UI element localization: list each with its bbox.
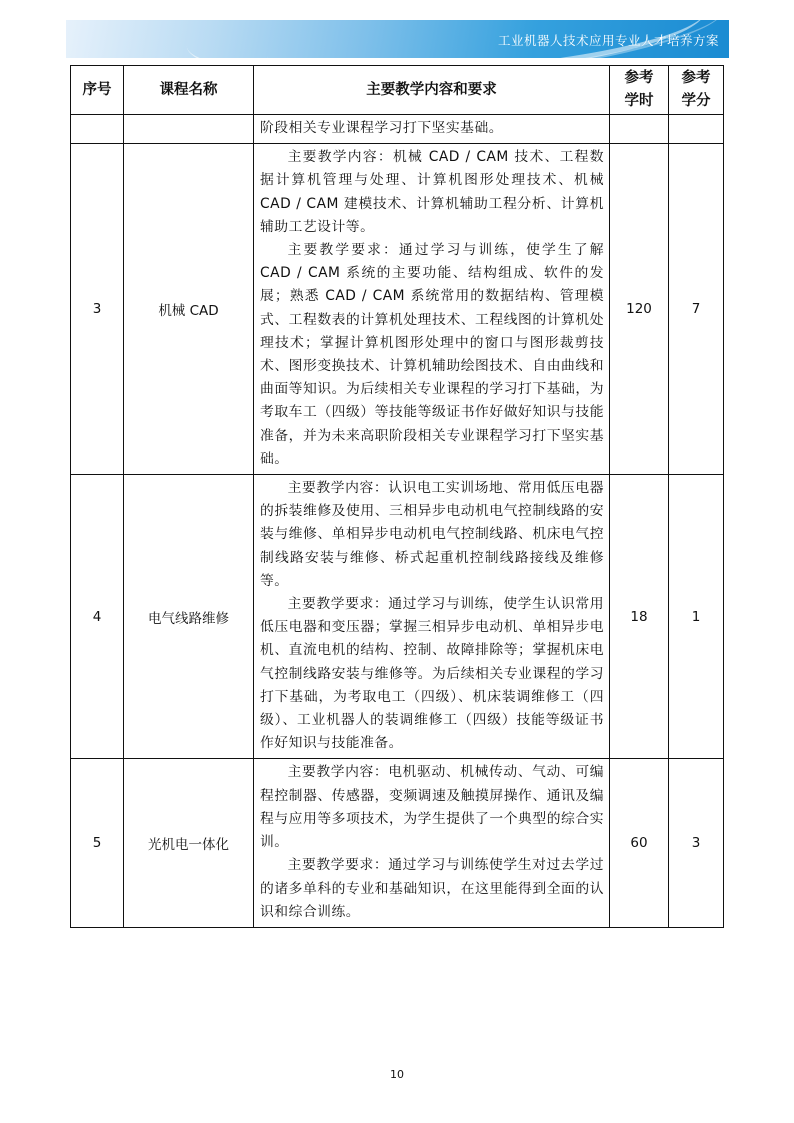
course-hours-cell: 120	[610, 144, 669, 475]
course-index-cell	[71, 115, 124, 144]
course-hours-cell: 18	[610, 475, 669, 759]
course-name-cell	[124, 115, 254, 144]
content-paragraph: 阶段相关专业课程学习打下坚实基础。	[260, 120, 504, 136]
course-table	[70, 65, 724, 928]
course-index-cell: 3	[71, 144, 124, 475]
column-header-index: 序号	[71, 66, 124, 115]
course-content-cell	[254, 144, 610, 475]
document-title: 工业机器人技术应用专业人才培养方案	[497, 33, 719, 48]
content-paragraph: 主要教学要求：通过学习与训练使学生对过去学过的诸多单科的专业和基础知识，在这里能得到全面的认识和综合训练。	[260, 857, 604, 920]
table-row	[71, 115, 724, 144]
table-row	[71, 144, 724, 475]
course-name-cell: 电气线路维修	[124, 475, 254, 759]
course-name-cell: 机械 CAD	[124, 144, 254, 475]
table-header-row	[71, 66, 724, 115]
course-index-cell: 4	[71, 475, 124, 759]
course-hours-cell: 60	[610, 759, 669, 927]
course-credits-cell: 3	[669, 759, 724, 927]
course-credits-cell: 7	[669, 144, 724, 475]
table-row	[71, 475, 724, 759]
content-paragraph: 主要教学内容：认识电工实训场地、常用低压电器的拆装维修及使用、三相异步电动机电气控制线路的安装与维修、单相异步电动机电气控制线路、机床电气控制线路安装与维修、桥式起重机控制线路接线及维修等。	[260, 480, 604, 589]
course-credits-cell: 1	[669, 475, 724, 759]
course-credits-cell	[669, 115, 724, 144]
content-paragraph: 主要教学要求：通过学习与训练，使学生认识常用低压电器和变压器；掌握三相异步电动机、单相异步电机、直流电机的结构、控制、故障排除等；掌握机床电气控制线路安装与维修等。为后续相关专业课程的学习打下基础，为考取电工（四级）、机床装调维修工（四级）、工业机器人的装调维修工（四级）技能等级证书作好知识与技能准备。	[260, 596, 604, 752]
content-paragraph: 主要教学内容：电机驱动、机械传动、气动、可编程控制器、传感器，变频调速及触摸屏操作、通讯及编程与应用等多项技术，为学生提供了一个典型的综合实训。	[260, 764, 604, 851]
course-content-cell	[254, 759, 610, 927]
course-content-cell	[254, 475, 610, 759]
course-name-cell: 光机电一体化	[124, 759, 254, 927]
table-row	[71, 759, 724, 927]
column-header-hours: 参考学时	[610, 66, 669, 115]
page-number: 10	[390, 1068, 404, 1081]
column-header-content: 主要教学内容和要求	[254, 66, 610, 115]
course-hours-cell	[610, 115, 669, 144]
course-content-cell	[254, 115, 610, 144]
content-paragraph: 主要教学要求：通过学习与训练，使学生了解 CAD / CAM 系统的主要功能、结构组成、软件的发展；熟悉 CAD / CAM 系统常用的数据结构、管理模式、工程数表的计算机处理技术、工程线图的计算机处理技术；掌握计算机图形处理中的窗口与图形裁剪技术、图形变换技术、计算机辅助绘图技术、自由曲线和曲面等知识。为后续相关专业课程的学习打下基础，为考取车工（四级）等技能等级证书作好做好知识与技能准备，并为未来高职阶段相关专业课程学习打下坚实基础。	[260, 242, 604, 467]
course-index-cell: 5	[71, 759, 124, 927]
content-paragraph: 主要教学内容：机械 CAD / CAM 技术、工程数据计算机管理与处理、计算机图形处理技术、机械 CAD / CAM 建模技术、计算机辅助工程分析、计算机辅助工艺设计等。	[260, 149, 604, 235]
header-banner	[66, 20, 729, 58]
column-header-credits: 参考学分	[669, 66, 724, 115]
column-header-name: 课程名称	[124, 66, 254, 115]
